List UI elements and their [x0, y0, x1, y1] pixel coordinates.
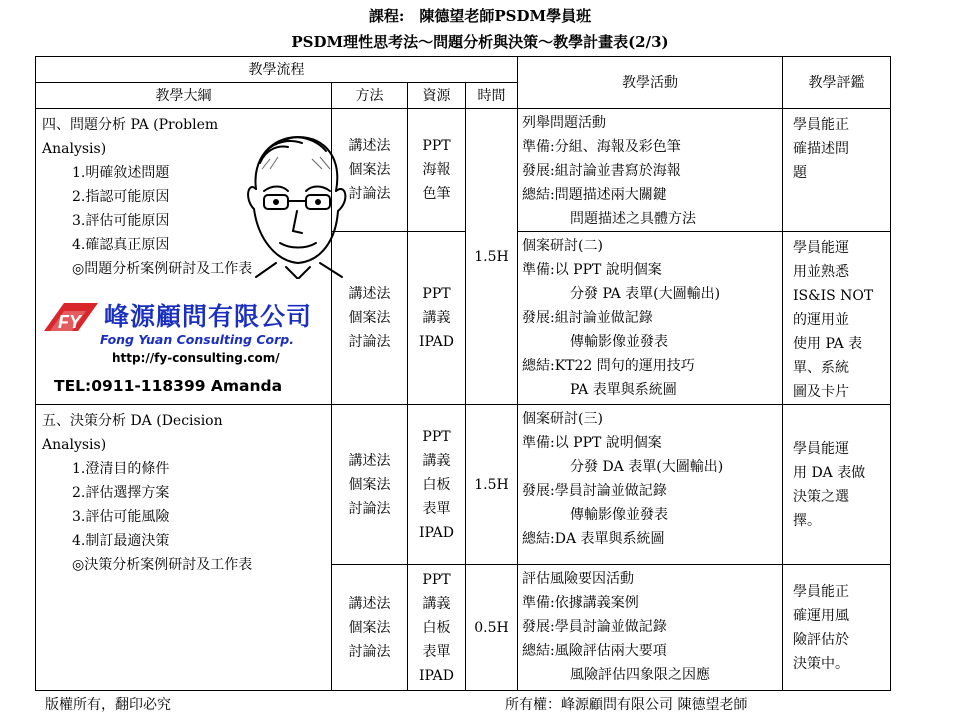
fy-logo-text: FY	[58, 312, 82, 332]
ownership-notice: 所有權：峰源顧問有限公司 陳德望老師	[505, 697, 748, 713]
fy-logo-icon	[42, 301, 100, 333]
header-method: 方法	[332, 83, 408, 109]
header-resource: 資源	[408, 83, 466, 109]
time-cell: 1.5H	[466, 109, 518, 405]
methods-cell: 講述法 個案法 討論法	[332, 109, 408, 232]
methods-cell: 講述法 個案法 討論法	[332, 405, 408, 565]
teaching-plan-table	[35, 56, 891, 691]
company-name-en: Fong Yuan Consulting Corp.	[100, 332, 294, 347]
header-outline: 教學大綱	[36, 83, 332, 109]
resources-cell: PPT 講義 白板 表單 IPAD	[408, 565, 466, 691]
evaluation-cell: 學員能運 用並熟悉 IS&IS NOT 的運用並 使用 PA 表 單、系統 圖及卡片	[783, 232, 891, 405]
resources-cell: PPT 講義 IPAD	[408, 232, 466, 405]
header-evaluation: 教學評鑑	[783, 57, 891, 109]
evaluation-cell: 學員能運 用 DA 表做 決策之選 擇。	[783, 405, 891, 565]
company-logo-block	[42, 301, 332, 399]
header-time: 時間	[466, 83, 518, 109]
copyright-notice: 版權所有，翻印必究	[45, 697, 171, 713]
time-cell: 1.5H	[466, 405, 518, 565]
outline-da: 五、決策分析 DA (Decision Analysis) 1.澄清目的條件 2.評估選擇方案 3.評估可能風險 4.制訂最適決策 ◎決策分析案例研討及工作表	[36, 405, 332, 691]
instructor-portrait	[226, 129, 358, 279]
evaluation-cell: 學員能正 確描述問 題	[783, 109, 891, 232]
resources-cell: PPT 海報 色筆	[408, 109, 466, 232]
company-name-cn: 峰源顧問有限公司	[104, 302, 313, 331]
outline-pa: 四、問題分析 PA (Problem Analysis) 1.明確敘述問題 2.指認可能原因 3.評估可能原因 4.確認真正原因 ◎問題分析案例研討及工作表 FY 峰源顧問有限公司 Fong Yuan Consulting Corp. http://fy-consulting.com/ TEL:0911-118399 Amanda	[36, 109, 332, 405]
evaluation-cell: 學員能正 確運用風 險評估於 決策中。	[783, 565, 891, 691]
activity-cell: 個案研討(三) 準備:以 PPT 說明個案 分發 DA 表單(大圖輸出) 發展:學員討論並做記錄 傳輸影像並發表 總結:DA 表單與系統圖	[518, 405, 783, 565]
course-title: 課程: 陳德望老師PSDM學員班	[368, 7, 592, 25]
header-flow: 教學流程	[36, 57, 518, 83]
company-url[interactable]: http://fy-consulting.com/	[112, 351, 280, 365]
activity-cell: 列舉問題活動 準備:分組、海報及彩色筆 發展:組討論並書寫於海報 總結:問題描述兩大關鍵 問題描述之具體方法	[518, 109, 783, 232]
plan-title: PSDM理性思考法～問題分析與決策～教學計畫表(2/3)	[291, 33, 669, 51]
activity-cell: 評估風險要因活動 準備:依據講義案例 發展:學員討論並做記錄 總結:風險評估兩大要項 風險評估四象限之因應	[518, 565, 783, 691]
time-cell: 0.5H	[466, 565, 518, 691]
methods-cell: 講述法 個案法 討論法	[332, 232, 408, 405]
resources-cell: PPT 講義 白板 表單 IPAD	[408, 405, 466, 565]
company-tel: TEL:0911-118399 Amanda	[54, 377, 283, 395]
methods-cell: 講述法 個案法 討論法	[332, 565, 408, 691]
activity-cell: 個案研討(二) 準備:以 PPT 說明個案 分發 PA 表單(大圖輸出) 發展:組討論並做記錄 傳輸影像並發表 總結:KT22 問句的運用技巧 PA 表單與系統圖	[518, 232, 783, 405]
header-activity: 教學活動	[518, 57, 783, 109]
